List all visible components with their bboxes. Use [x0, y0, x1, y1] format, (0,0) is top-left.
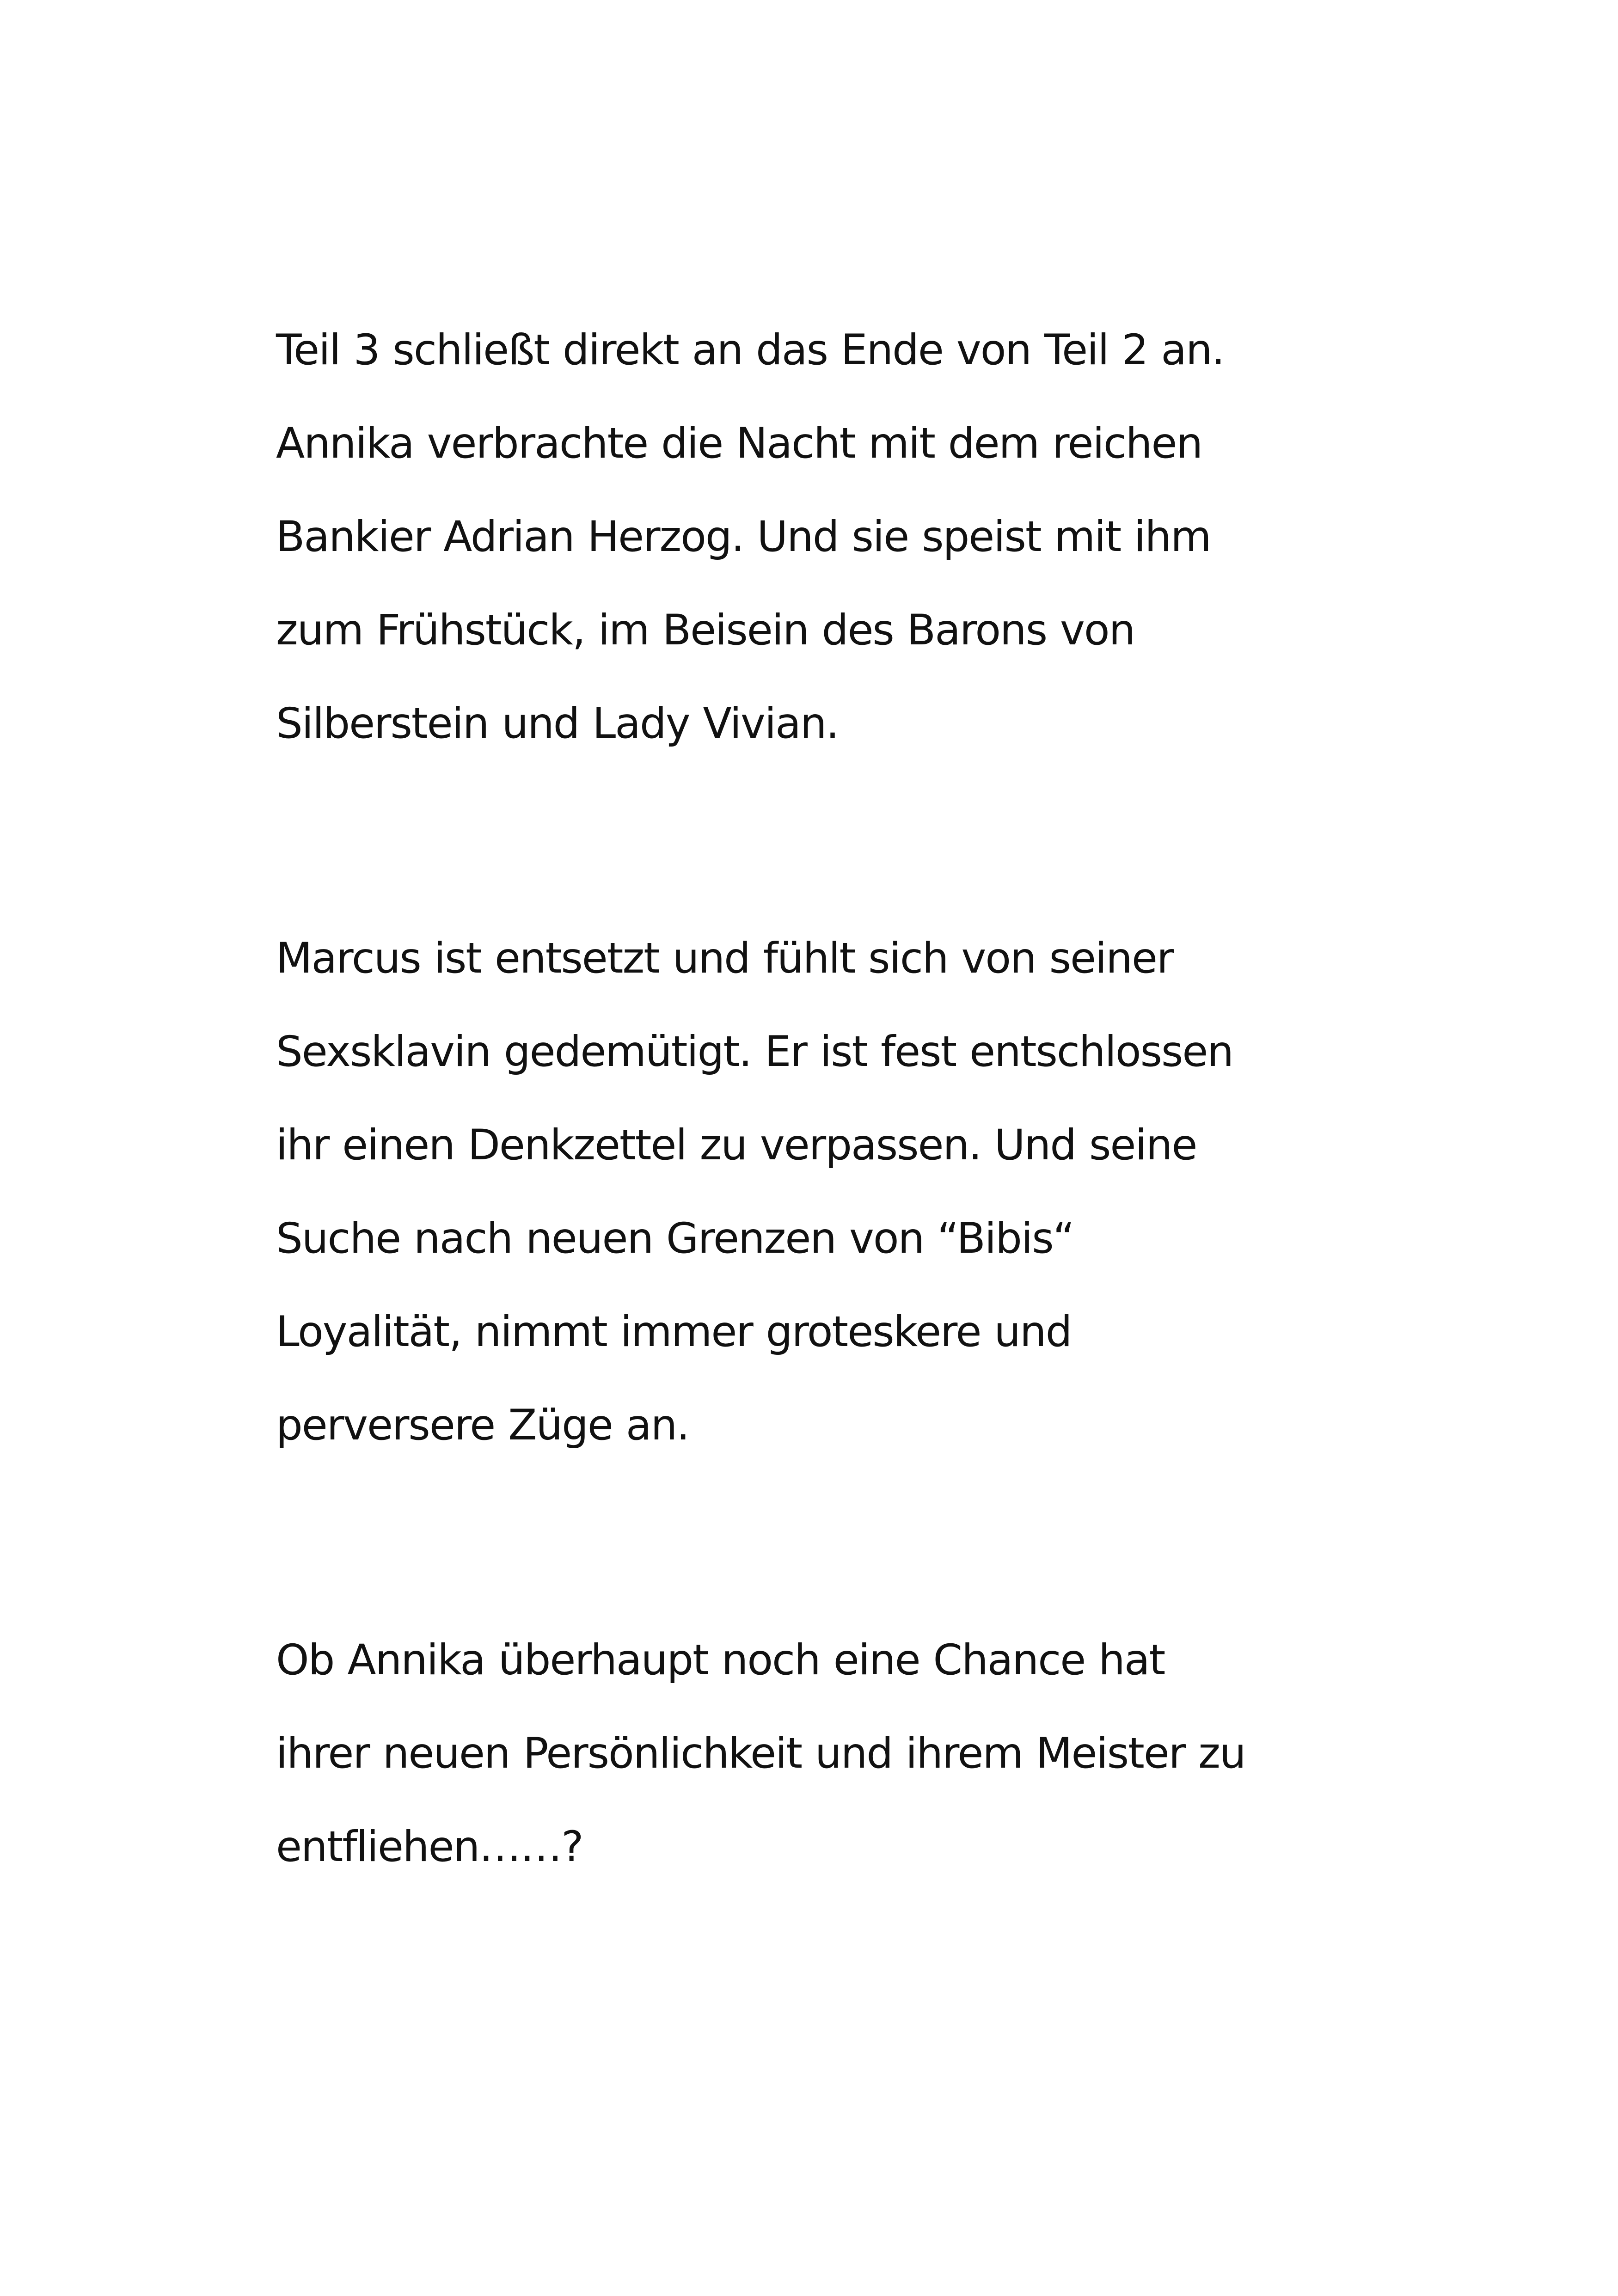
- text-line: ihrer neuen Persönlichkeit und ihrem Meister zu: [276, 1729, 1245, 1778]
- text-line: Silberstein und Lady Vivian.: [276, 699, 839, 748]
- paragraph-2: [276, 936, 1432, 1496]
- paragraph-spacer: [276, 794, 1432, 936]
- text-line: Annika verbrachte die Nacht mit dem reichen: [276, 419, 1202, 468]
- text-line: Marcus ist entsetzt und fühlt sich von seiner: [276, 934, 1173, 983]
- text-line: Bankier Adrian Herzog. Und sie speist mit ihm: [276, 513, 1211, 561]
- paragraph-1: [276, 327, 1432, 794]
- text-line: Teil 3 schließt direkt an das Ende von Teil 2 an.: [276, 326, 1224, 374]
- text-line: entfliehen……?: [276, 1823, 583, 1871]
- text-line: Sexsklavin gedemütigt. Er ist fest entschlossen: [276, 1028, 1233, 1076]
- text-line: perversere Züge an.: [276, 1401, 689, 1450]
- text-line: ihr einen Denkzettel zu verpassen. Und seine: [276, 1121, 1197, 1169]
- text-line: zum Frühstück, im Beisein des Barons von: [276, 606, 1135, 655]
- document-body: [276, 327, 1432, 1917]
- text-line: Loyalität, nimmt immer groteskere und: [276, 1308, 1072, 1356]
- text-line: Ob Annika überhaupt noch eine Chance hat: [276, 1636, 1165, 1684]
- paragraph-spacer: [276, 1496, 1432, 1637]
- text-line: Suche nach neuen Grenzen von “Bibis“: [276, 1214, 1074, 1263]
- paragraph-3: [276, 1637, 1432, 1917]
